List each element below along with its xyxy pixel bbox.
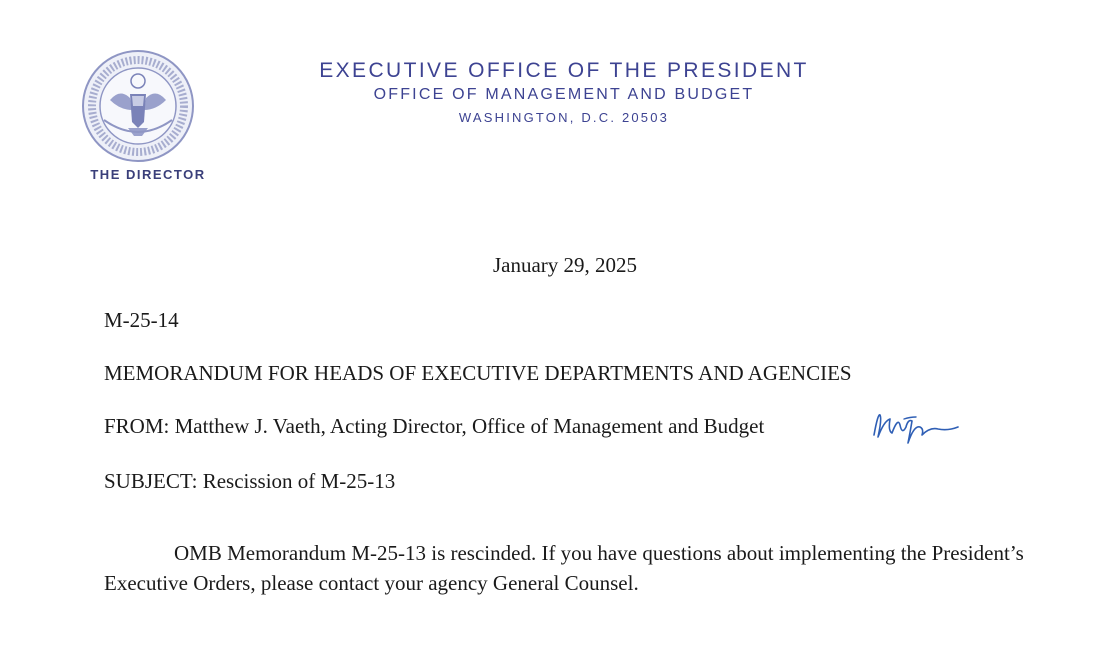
memo-addressee: MEMORANDUM FOR HEADS OF EXECUTIVE DEPARTMENTS AND AGENCIES: [104, 361, 852, 385]
memo-body-text: OMB Memorandum M-25-13 is rescinded. If you have questions about implementing the President’s Executive Orders, please contact your agency General Counsel.: [104, 541, 1024, 595]
memo-date: January 29, 2025: [492, 253, 638, 277]
memo-body: [104, 538, 1024, 598]
memo-subject: SUBJECT: Rescission of M-25-13: [104, 469, 396, 493]
letterhead-office: EXECUTIVE OFFICE OF THE PRESIDENT: [319, 59, 809, 82]
letterhead: [264, 58, 864, 130]
letterhead-agency: OFFICE OF MANAGEMENT AND BUDGET: [373, 86, 755, 103]
letterhead-address: WASHINGTON, D.C. 20503: [458, 110, 670, 125]
great-seal-icon: [80, 48, 196, 164]
memo-number: M-25-14: [104, 308, 179, 332]
memo-from: FROM: Matthew J. Vaeth, Acting Director, Office of Management and Budget: [104, 414, 765, 438]
handwritten-signature: [868, 405, 963, 450]
director-label: THE DIRECTOR: [90, 167, 206, 182]
